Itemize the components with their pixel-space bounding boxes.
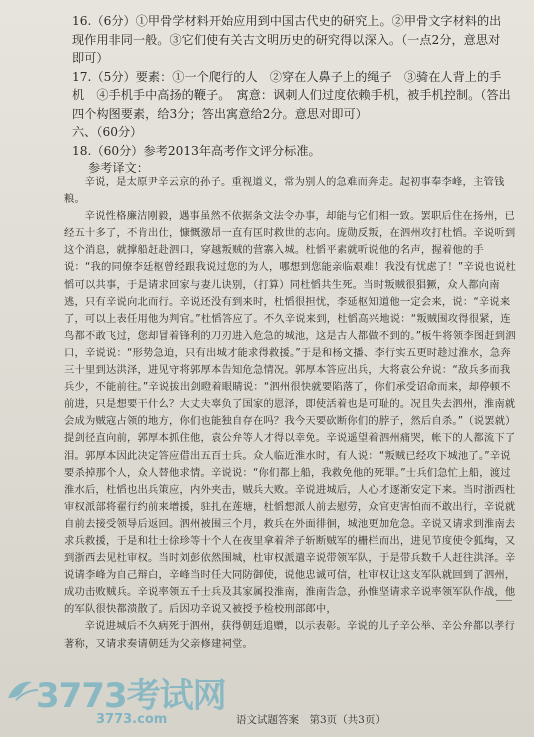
watermark-brand: 3773考试网 [36, 676, 226, 716]
watermark-url: 3773.com [96, 712, 168, 727]
reference-translation-heading: 参考译文： [88, 161, 149, 175]
answer-18: 18.（60分）参考2013年高考作文评分标准。 [72, 143, 321, 158]
margin-mark [496, 600, 512, 601]
translation-paragraph: 辛说，是太原尹辛云京的孙子。重视道义，常为别人的急难而奔走。起初事奉李峰，主管钱粮。 [64, 176, 505, 206]
answer-16: 16.（6分）①甲骨学材料开始应用到中国古代史的研究上。②甲骨文字材料的出现作用非同一般。③它们使有关古文明历史的研究得以深入。（一点2分，意思对即可） [72, 14, 502, 65]
translation-paragraph: 辛说进城后不久病死于泗州，获得朝廷追赠，以示表彰。辛说的儿子辛公举、辛公弁都以孝行著称，又请求奏请朝廷为父亲修建祠堂。 [64, 620, 515, 650]
answer-17: 17.（5分）要素：①一个爬行的人 ②穿在人鼻子上的绳子 ③骑在人背上的手机 ④手机手中高扬的鞭子。 寓意：讽刺人们过度依赖手机，被手机控制。（答出四个构图要素，给3分；答出寓意给2分。意思对即可） [72, 69, 511, 121]
answer-list [72, 12, 512, 160]
translation-paragraph: 辛说性格廉洁刚毅，遇事虽然不依据条文法令办事，却能与它们相一致。罢职后住在扬州，已经五十多了，不肯出仕，慷慨激昂一直有匡时救世的志向。庞勋反叛，在泗州攻打杜慆。辛说听到这个消息，就撑船赶赴泗口，穿越叛贼的营寨入城。杜慆平素就听说他的名声，握着他的手说：“我的同僚李廷枢曾经跟我说过您的为人，哪想到您能亲临艰难！我没有忧虑了！”辛说也说杜慆可以共事，于是请求回家与妻儿诀别，（打算）同杜慆共生死。当时叛贼很猖獗，众人都向南逃，只有辛说向北而行。辛说还没有到来时，杜慆很担忧，李延枢知道他一定会来，说：“辛说来了，可以上表任用他为判官。”杜慆答应了。不久辛说来到，杜慆高兴地说：“叛贼围攻得很紧，连鸟都不敢飞过，您却冒着锋利的刀刃进入危急的城池，这是古人都做不到的。”板牛将领李图赶到泗口，辛说说：“形势急迫，只有出城才能求得救援。”于是和杨文播、李行实五更时趁过淮水，急奔三十里到达洪泽，进见守将郭厚本告知危急情况。郭厚本答应出兵，大将袁公弁说：“敌兵多而我兵少，不能前往。”辛说拔出剑瞪着眼睛说：“泗州很快就要陷落了，你们承受诏命而来，却停顿不前进，只是想要干什么？大丈夫辜负了国家的恩泽，即使活着也是可耻的。况且失去泗州，淮南就会成为贼寇占领的地方，你们也能独自存在吗？我今天要砍断你们的脖子，然后自杀。”（说罢就）提剑径直向前，郭厚本抓住他，袁公弁等人才得以幸免。辛说遥望着泗州痛哭，帐下的人都流下了泪。郭厚本因此决定答应借出五百士兵。众人临近淮水时，有人说：“叛贼已经攻下城池了。”辛说要杀掉那个人，众人替他求情。辛说说：“你们都上船，我救免他的死罪。”士兵们急忙上船，渡过淮水后，杜慆也出兵策应，内外夹击，贼兵大败。辛说进城后，人心才逐渐安定下来。当时浙西杜审权派部将翟行约前来增援，驻扎在莲塘，杜慆想派人前去慰劳，众官吏害怕而不敢出行，辛说就自前去接受领导后返回。泗州被围三个月，救兵在外面徘徊，城池更加危急。辛说又请求到淮南去求兵救援，于是和壮士徐珍等十个人在夜里拿着斧子斩断贼军的栅栏而出，进见节度使令狐绹，又到浙西去见杜审权。当时刘彭依然围城，杜审权派遣辛说带领军队，于是带兵数千人赶往洪泽。辛说请李峰为自己辩白，辛峰当时任大同防御使，说他忠诚可信，杜审权让这支军队就回到了泗州，成功击败贼兵。辛说率领五千士兵及其家属投淮南，淮南告急，孙惟坚请求辛说率领军队作战，他的军队很快都溃散了。后因功辛说又被授予检校刑部郎中， [64, 210, 516, 616]
watermark-logo-icon [6, 676, 40, 704]
page-footer: 语文试题答案 第3页（共3页） [236, 714, 386, 726]
section-six-heading: 六、（60分） [72, 125, 143, 139]
reference-translation-body [64, 174, 520, 653]
